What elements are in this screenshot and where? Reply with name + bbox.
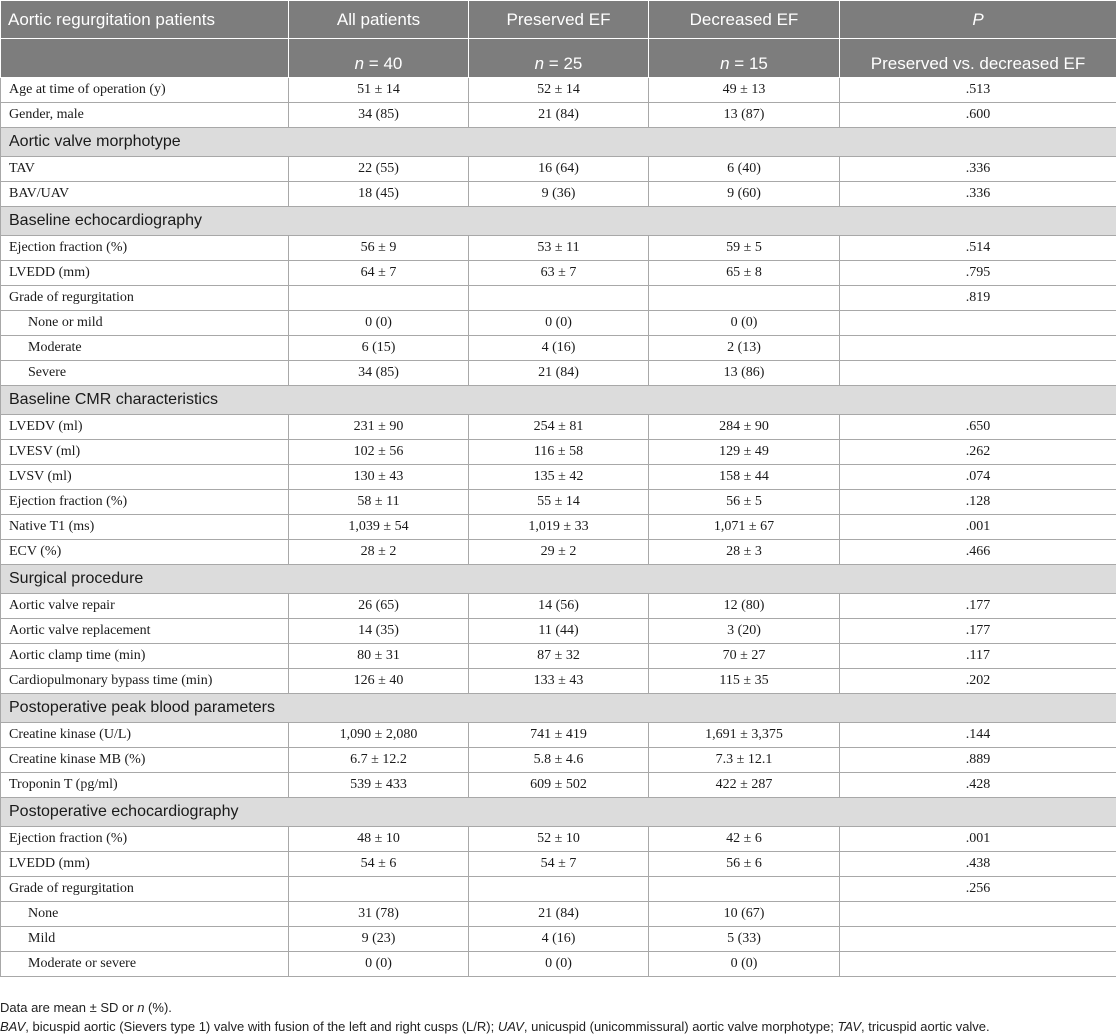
cell-decreased-ef: 9 (60) xyxy=(649,182,840,207)
header-decreased-ef: Decreased EF xyxy=(649,1,840,39)
header-comparison: Preserved vs. decreased EF xyxy=(840,39,1116,78)
row-label: Ejection fraction (%) xyxy=(1,490,289,515)
cell-preserved-ef: 87 ± 32 xyxy=(469,644,649,669)
cell-p-value: .650 xyxy=(840,415,1116,440)
cell-decreased-ef: 56 ± 6 xyxy=(649,852,840,877)
cell-decreased-ef: 7.3 ± 12.1 xyxy=(649,748,840,773)
cell-all-patients: 0 (0) xyxy=(289,952,469,977)
cell-all-patients: 54 ± 6 xyxy=(289,852,469,877)
section-header-row xyxy=(1,386,1116,415)
table-row xyxy=(1,286,1116,311)
row-label: LVEDD (mm) xyxy=(1,261,289,286)
cell-decreased-ef: 10 (67) xyxy=(649,902,840,927)
table-row xyxy=(1,852,1116,877)
cell-decreased-ef: 129 ± 49 xyxy=(649,440,840,465)
row-label: LVSV (ml) xyxy=(1,465,289,490)
cell-preserved-ef: 741 ± 419 xyxy=(469,723,649,748)
row-label: Age at time of operation (y) xyxy=(1,78,289,103)
table-row xyxy=(1,182,1116,207)
cell-preserved-ef xyxy=(469,877,649,902)
cell-decreased-ef: 2 (13) xyxy=(649,336,840,361)
table-row xyxy=(1,748,1116,773)
table-header xyxy=(1,1,1116,78)
row-label: Ejection fraction (%) xyxy=(1,827,289,852)
cell-all-patients: 26 (65) xyxy=(289,594,469,619)
table-row xyxy=(1,440,1116,465)
row-label: Moderate xyxy=(1,336,289,361)
table-body xyxy=(1,78,1116,977)
cell-p-value: .202 xyxy=(840,669,1116,694)
header-n-preserved: n = 25 xyxy=(469,39,649,78)
cell-preserved-ef: 54 ± 7 xyxy=(469,852,649,877)
cell-preserved-ef: 11 (44) xyxy=(469,619,649,644)
section-title: Postoperative peak blood parameters xyxy=(1,694,1116,723)
table-row xyxy=(1,723,1116,748)
cell-p-value xyxy=(840,361,1116,386)
table-row xyxy=(1,827,1116,852)
table-row xyxy=(1,927,1116,952)
cell-decreased-ef: 5 (33) xyxy=(649,927,840,952)
cell-all-patients: 48 ± 10 xyxy=(289,827,469,852)
cell-all-patients: 14 (35) xyxy=(289,619,469,644)
cell-preserved-ef: 5.8 ± 4.6 xyxy=(469,748,649,773)
cell-decreased-ef: 6 (40) xyxy=(649,157,840,182)
cell-preserved-ef: 21 (84) xyxy=(469,103,649,128)
row-label: Creatine kinase MB (%) xyxy=(1,748,289,773)
cell-all-patients: 102 ± 56 xyxy=(289,440,469,465)
cell-decreased-ef: 49 ± 13 xyxy=(649,78,840,103)
cell-preserved-ef: 4 (16) xyxy=(469,336,649,361)
table-row xyxy=(1,773,1116,798)
cell-preserved-ef: 55 ± 14 xyxy=(469,490,649,515)
cell-all-patients: 56 ± 9 xyxy=(289,236,469,261)
table-row xyxy=(1,515,1116,540)
table-row xyxy=(1,619,1116,644)
table-row xyxy=(1,415,1116,440)
cell-p-value: .466 xyxy=(840,540,1116,565)
section-title: Surgical procedure xyxy=(1,565,1116,594)
row-label: Ejection fraction (%) xyxy=(1,236,289,261)
cell-preserved-ef: 254 ± 81 xyxy=(469,415,649,440)
row-label: Aortic valve repair xyxy=(1,594,289,619)
row-label: None or mild xyxy=(1,311,289,336)
cell-decreased-ef: 12 (80) xyxy=(649,594,840,619)
row-label: Aortic valve replacement xyxy=(1,619,289,644)
cell-decreased-ef: 1,071 ± 67 xyxy=(649,515,840,540)
cell-p-value: .074 xyxy=(840,465,1116,490)
section-header-row xyxy=(1,565,1116,594)
cell-decreased-ef: 59 ± 5 xyxy=(649,236,840,261)
row-label: Creatine kinase (U/L) xyxy=(1,723,289,748)
cell-p-value xyxy=(840,902,1116,927)
header-preserved-ef: Preserved EF xyxy=(469,1,649,39)
cell-p-value xyxy=(840,311,1116,336)
table-row xyxy=(1,669,1116,694)
cell-preserved-ef: 29 ± 2 xyxy=(469,540,649,565)
table-row xyxy=(1,311,1116,336)
row-label: Gender, male xyxy=(1,103,289,128)
header-all-patients: All patients xyxy=(289,1,469,39)
table-row xyxy=(1,465,1116,490)
section-header-row xyxy=(1,798,1116,827)
cell-preserved-ef: 609 ± 502 xyxy=(469,773,649,798)
cell-all-patients: 130 ± 43 xyxy=(289,465,469,490)
cell-p-value: .428 xyxy=(840,773,1116,798)
cell-decreased-ef: 28 ± 3 xyxy=(649,540,840,565)
cell-preserved-ef: 53 ± 11 xyxy=(469,236,649,261)
cell-p-value: .117 xyxy=(840,644,1116,669)
cell-preserved-ef: 1,019 ± 33 xyxy=(469,515,649,540)
cell-decreased-ef: 422 ± 287 xyxy=(649,773,840,798)
row-label: Native T1 (ms) xyxy=(1,515,289,540)
cell-p-value: .336 xyxy=(840,182,1116,207)
cell-preserved-ef: 14 (56) xyxy=(469,594,649,619)
footnote-abbreviations: BAV, bicuspid aortic (Sievers type 1) valve with fusion of the left and right cusps (L/R); UAV, unicuspid (unicommissural) aortic valve morphotype; TAV, tricuspid aortic valve. xyxy=(0,1019,990,1034)
cell-preserved-ef: 9 (36) xyxy=(469,182,649,207)
table-row xyxy=(1,78,1116,103)
cell-all-patients: 9 (23) xyxy=(289,927,469,952)
table-row xyxy=(1,540,1116,565)
cell-decreased-ef: 1,691 ± 3,375 xyxy=(649,723,840,748)
section-header-row xyxy=(1,694,1116,723)
cell-all-patients: 34 (85) xyxy=(289,103,469,128)
cell-p-value: .001 xyxy=(840,515,1116,540)
cell-decreased-ef: 115 ± 35 xyxy=(649,669,840,694)
table-row xyxy=(1,902,1116,927)
cell-preserved-ef: 4 (16) xyxy=(469,927,649,952)
cell-all-patients: 539 ± 433 xyxy=(289,773,469,798)
cell-all-patients: 51 ± 14 xyxy=(289,78,469,103)
cell-all-patients: 6 (15) xyxy=(289,336,469,361)
cell-all-patients xyxy=(289,877,469,902)
section-title: Aortic valve morphotype xyxy=(1,128,1116,157)
table-row xyxy=(1,103,1116,128)
cell-preserved-ef: 133 ± 43 xyxy=(469,669,649,694)
section-header-row xyxy=(1,207,1116,236)
cell-preserved-ef: 21 (84) xyxy=(469,361,649,386)
table-row xyxy=(1,490,1116,515)
cell-p-value: .514 xyxy=(840,236,1116,261)
cell-preserved-ef: 0 (0) xyxy=(469,311,649,336)
cell-preserved-ef: 52 ± 14 xyxy=(469,78,649,103)
cell-decreased-ef: 42 ± 6 xyxy=(649,827,840,852)
row-label: LVEDV (ml) xyxy=(1,415,289,440)
cell-all-patients: 231 ± 90 xyxy=(289,415,469,440)
row-label: Moderate or severe xyxy=(1,952,289,977)
cell-decreased-ef: 13 (87) xyxy=(649,103,840,128)
cell-all-patients: 28 ± 2 xyxy=(289,540,469,565)
cell-p-value: .256 xyxy=(840,877,1116,902)
cell-all-patients: 126 ± 40 xyxy=(289,669,469,694)
cell-p-value: .795 xyxy=(840,261,1116,286)
row-label: LVEDD (mm) xyxy=(1,852,289,877)
cell-all-patients: 34 (85) xyxy=(289,361,469,386)
footnote-data-format: Data are mean ± SD or n (%). xyxy=(0,1000,172,1015)
cell-p-value: .262 xyxy=(840,440,1116,465)
cell-p-value: .128 xyxy=(840,490,1116,515)
table-row xyxy=(1,952,1116,977)
header-empty xyxy=(1,39,289,78)
cell-all-patients: 31 (78) xyxy=(289,902,469,927)
cell-p-value: .819 xyxy=(840,286,1116,311)
row-label: LVESV (ml) xyxy=(1,440,289,465)
cell-all-patients: 64 ± 7 xyxy=(289,261,469,286)
cell-decreased-ef: 13 (86) xyxy=(649,361,840,386)
cell-p-value xyxy=(840,336,1116,361)
cell-p-value: .336 xyxy=(840,157,1116,182)
row-label: Severe xyxy=(1,361,289,386)
row-label: TAV xyxy=(1,157,289,182)
section-title: Baseline echocardiography xyxy=(1,207,1116,236)
row-label: Troponin T (pg/ml) xyxy=(1,773,289,798)
cell-decreased-ef: 65 ± 8 xyxy=(649,261,840,286)
cell-preserved-ef: 0 (0) xyxy=(469,952,649,977)
cell-decreased-ef: 0 (0) xyxy=(649,311,840,336)
header-group-label: Aortic regurgitation patients xyxy=(1,1,289,39)
cell-p-value xyxy=(840,927,1116,952)
cell-all-patients: 1,090 ± 2,080 xyxy=(289,723,469,748)
cell-all-patients xyxy=(289,286,469,311)
table-row xyxy=(1,877,1116,902)
table-row xyxy=(1,236,1116,261)
cell-p-value: .177 xyxy=(840,594,1116,619)
cell-p-value: .177 xyxy=(840,619,1116,644)
cell-p-value: .513 xyxy=(840,78,1116,103)
cell-preserved-ef: 135 ± 42 xyxy=(469,465,649,490)
cell-all-patients: 22 (55) xyxy=(289,157,469,182)
row-label: Grade of regurgitation xyxy=(1,286,289,311)
section-header-row xyxy=(1,128,1116,157)
row-label: Mild xyxy=(1,927,289,952)
cell-decreased-ef: 158 ± 44 xyxy=(649,465,840,490)
cell-decreased-ef: 0 (0) xyxy=(649,952,840,977)
cell-p-value: .600 xyxy=(840,103,1116,128)
table-row xyxy=(1,157,1116,182)
cell-decreased-ef: 284 ± 90 xyxy=(649,415,840,440)
cell-preserved-ef xyxy=(469,286,649,311)
section-title: Baseline CMR characteristics xyxy=(1,386,1116,415)
cell-all-patients: 6.7 ± 12.2 xyxy=(289,748,469,773)
header-p-value: P xyxy=(840,1,1116,39)
cell-p-value xyxy=(840,952,1116,977)
row-label: Cardiopulmonary bypass time (min) xyxy=(1,669,289,694)
cell-all-patients: 18 (45) xyxy=(289,182,469,207)
cell-all-patients: 58 ± 11 xyxy=(289,490,469,515)
cell-p-value: .001 xyxy=(840,827,1116,852)
cell-decreased-ef: 56 ± 5 xyxy=(649,490,840,515)
cell-p-value: .889 xyxy=(840,748,1116,773)
row-label: Aortic clamp time (min) xyxy=(1,644,289,669)
table-row xyxy=(1,361,1116,386)
header-n-decreased: n = 15 xyxy=(649,39,840,78)
row-label: None xyxy=(1,902,289,927)
cell-all-patients: 80 ± 31 xyxy=(289,644,469,669)
cell-preserved-ef: 21 (84) xyxy=(469,902,649,927)
cell-preserved-ef: 116 ± 58 xyxy=(469,440,649,465)
row-label: ECV (%) xyxy=(1,540,289,565)
cell-preserved-ef: 63 ± 7 xyxy=(469,261,649,286)
cell-preserved-ef: 16 (64) xyxy=(469,157,649,182)
table-row xyxy=(1,644,1116,669)
section-title: Postoperative echocardiography xyxy=(1,798,1116,827)
row-label: BAV/UAV xyxy=(1,182,289,207)
cell-decreased-ef: 70 ± 27 xyxy=(649,644,840,669)
cell-p-value: .438 xyxy=(840,852,1116,877)
cell-decreased-ef xyxy=(649,877,840,902)
row-label: Grade of regurgitation xyxy=(1,877,289,902)
cell-preserved-ef: 52 ± 10 xyxy=(469,827,649,852)
cell-decreased-ef: 3 (20) xyxy=(649,619,840,644)
table-row xyxy=(1,594,1116,619)
table-row xyxy=(1,261,1116,286)
table-row xyxy=(1,336,1116,361)
cell-all-patients: 0 (0) xyxy=(289,311,469,336)
header-n-all: n = 40 xyxy=(289,39,469,78)
cell-decreased-ef xyxy=(649,286,840,311)
cell-all-patients: 1,039 ± 54 xyxy=(289,515,469,540)
cell-p-value: .144 xyxy=(840,723,1116,748)
